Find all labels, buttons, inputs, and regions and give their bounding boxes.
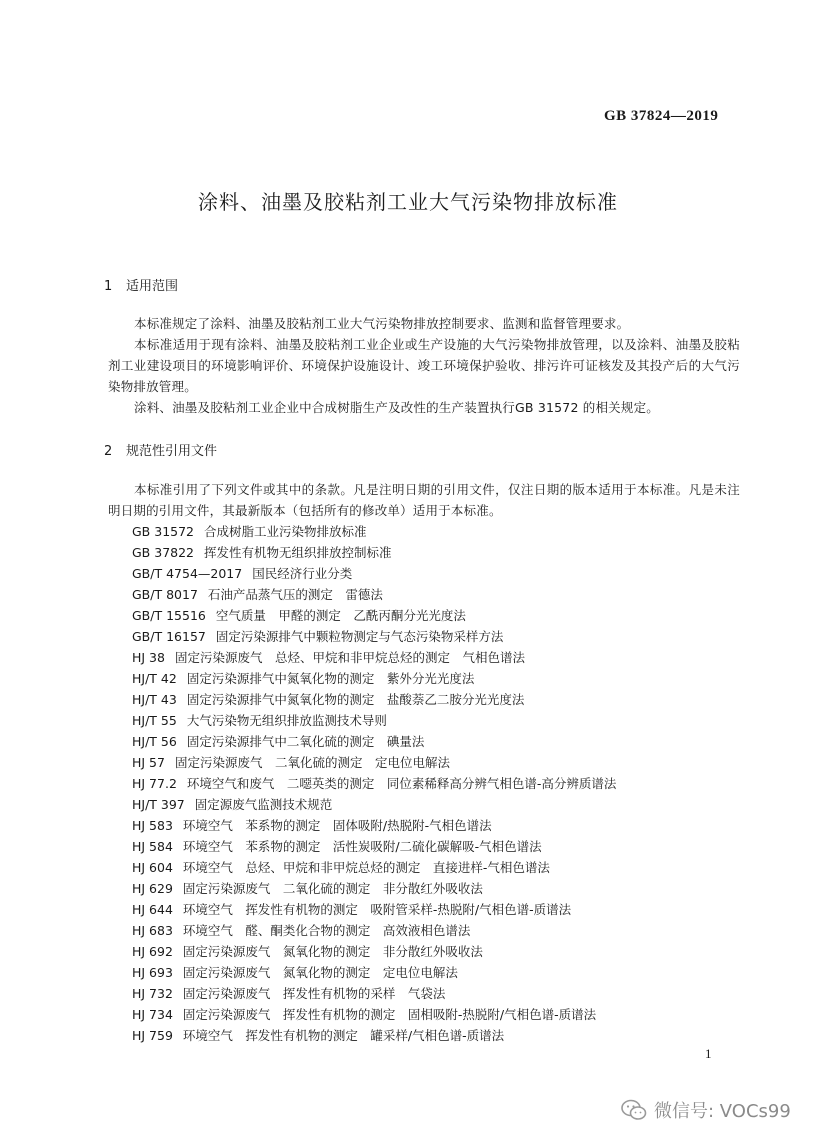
paragraph: 涂料、油墨及胶粘剂工业企业中合成树脂生产及改性的生产装置执行GB 31572 的相关规定。 <box>134 400 659 415</box>
reference-item <box>132 647 616 668</box>
reference-code: HJ/T 55 <box>132 713 177 728</box>
reference-code: HJ 692 <box>132 944 173 959</box>
reference-title: 石油产品蒸气压的测定 雷德法 <box>207 587 383 602</box>
reference-code: HJ 38 <box>132 650 165 665</box>
reference-title: 环境空气 总烃、甲烷和非甲烷总烃的测定 直接进样-气相色谱法 <box>182 860 550 875</box>
reference-item <box>132 563 616 584</box>
reference-item <box>132 857 616 878</box>
reference-item <box>132 521 616 542</box>
reference-title: 环境空气 苯系物的测定 固体吸附/热脱附-气相色谱法 <box>182 818 492 833</box>
reference-item <box>132 752 616 773</box>
reference-code: HJ 732 <box>132 986 173 1001</box>
reference-title: 固定污染源废气 二氧化硫的测定 非分散红外吸收法 <box>182 881 483 896</box>
reference-code: HJ 734 <box>132 1007 173 1022</box>
section-number: 1 <box>104 279 113 294</box>
reference-code: GB/T 4754—2017 <box>132 566 243 581</box>
reference-code: HJ 57 <box>132 755 165 770</box>
reference-item <box>132 815 616 836</box>
reference-title: 固定源废气监测技术规范 <box>194 797 333 812</box>
reference-title: 固定污染源废气 氮氧化物的测定 定电位电解法 <box>182 965 458 980</box>
reference-item <box>132 899 616 920</box>
reference-item <box>132 1004 616 1025</box>
reference-item <box>132 983 616 1004</box>
reference-title: 国民经济行业分类 <box>252 566 353 581</box>
reference-code: GB/T 8017 <box>132 587 198 602</box>
reference-code: GB/T 16157 <box>132 629 206 644</box>
paragraph: 本标准引用了下列文件或其中的条款。凡是注明日期的引用文件，仅注日期的版本适用于本标准。凡是未注明日期的引用文件，其最新版本（包括所有的修改单）适用于本标准。 <box>108 482 740 518</box>
reference-item <box>132 794 616 815</box>
reference-title: 空气质量 甲醛的测定 乙酰丙酮分光光度法 <box>215 608 466 623</box>
reference-title: 固定污染源排气中颗粒物测定与气态污染物采样方法 <box>215 629 504 644</box>
reference-item <box>132 605 616 626</box>
reference-title: 固定污染源排气中氮氧化物的测定 紫外分光光度法 <box>186 671 475 686</box>
reference-item <box>132 542 616 563</box>
reference-code: HJ 604 <box>132 860 173 875</box>
reference-item <box>132 584 616 605</box>
reference-title: 环境空气 挥发性有机物的测定 吸附管采样-热脱附/气相色谱-质谱法 <box>182 902 572 917</box>
reference-code: HJ 584 <box>132 839 173 854</box>
reference-code: HJ 583 <box>132 818 173 833</box>
reference-title: 固定污染源废气 总烃、甲烷和非甲烷总烃的测定 气相色谱法 <box>174 650 525 665</box>
reference-title: 固定污染源废气 氮氧化物的测定 非分散红外吸收法 <box>182 944 483 959</box>
reference-item <box>132 773 616 794</box>
reference-title: 环境空气 挥发性有机物的测定 罐采样/气相色谱-质谱法 <box>182 1028 505 1043</box>
reference-title: 固定污染源废气 二氧化硫的测定 定电位电解法 <box>174 755 450 770</box>
page-number: 1 <box>705 1046 712 1061</box>
reference-code: HJ/T 397 <box>132 797 185 812</box>
reference-item <box>132 710 616 731</box>
reference-title: 环境空气和废气 二噁英类的测定 同位素稀释高分辨气相色谱-高分辨质谱法 <box>186 776 617 791</box>
reference-title: 环境空气 醛、酮类化合物的测定 高效液相色谱法 <box>182 923 471 938</box>
watermark-text: 微信号: VOCs99 <box>654 1101 791 1122</box>
reference-code: GB 37822 <box>132 545 194 560</box>
reference-code: GB 31572 <box>132 524 194 539</box>
reference-item <box>132 731 616 752</box>
reference-title: 环境空气 苯系物的测定 活性炭吸附/二硫化碳解吸-气相色谱法 <box>182 839 542 854</box>
wechat-icon <box>620 1098 648 1122</box>
paragraph: 本标准规定了涂料、油墨及胶粘剂工业大气污染物排放控制要求、监测和监督管理要求。 <box>134 316 630 331</box>
section-title: 适用范围 <box>126 279 179 294</box>
reference-code: HJ 77.2 <box>132 776 177 791</box>
standard-number: GB 37824—2019 <box>604 108 719 124</box>
reference-code: HJ 629 <box>132 881 173 896</box>
reference-title: 固定污染源排气中氮氧化物的测定 盐酸萘乙二胺分光光度法 <box>186 692 525 707</box>
reference-code: GB/T 15516 <box>132 608 206 623</box>
reference-item <box>132 668 616 689</box>
reference-item <box>132 626 616 647</box>
reference-code: HJ/T 42 <box>132 671 177 686</box>
reference-title: 固定污染源排气中二氧化硫的测定 碘量法 <box>186 734 425 749</box>
reference-code: HJ/T 43 <box>132 692 177 707</box>
reference-title: 固定污染源废气 挥发性有机物的测定 固相吸附-热脱附/气相色谱-质谱法 <box>182 1007 597 1022</box>
reference-item <box>132 1025 616 1046</box>
reference-code: HJ 759 <box>132 1028 173 1043</box>
watermark <box>620 1095 791 1125</box>
document-title: 涂料、油墨及胶粘剂工业大气污染物排放标准 <box>198 190 618 214</box>
reference-title: 大气污染物无组织排放监测技术导则 <box>186 713 387 728</box>
paragraph: 本标准适用于现有涂料、油墨及胶粘剂工业企业或生产设施的大气污染物排放管理，以及涂料、油墨及胶粘剂工业建设项目的环境影响评价、环境保护设施设计、竣工环境保护验收、排污许可证核发及其投产后的大气污染物排放管理。 <box>108 337 740 394</box>
reference-item <box>132 878 616 899</box>
reference-item <box>132 962 616 983</box>
section-number: 2 <box>104 444 113 459</box>
reference-item <box>132 836 616 857</box>
reference-title: 合成树脂工业污染物排放标准 <box>204 524 367 539</box>
reference-item <box>132 941 616 962</box>
reference-code: HJ 644 <box>132 902 173 917</box>
reference-code: HJ/T 56 <box>132 734 177 749</box>
reference-code: HJ 683 <box>132 923 173 938</box>
reference-item <box>132 920 616 941</box>
reference-code: HJ 693 <box>132 965 173 980</box>
section-heading-normative-references <box>104 440 217 459</box>
section-heading-scope <box>104 275 178 294</box>
reference-title: 固定污染源废气 挥发性有机物的采样 气袋法 <box>182 986 446 1001</box>
reference-list <box>132 521 616 1046</box>
section-title: 规范性引用文件 <box>126 444 218 459</box>
reference-item <box>132 689 616 710</box>
reference-title: 挥发性有机物无组织排放控制标准 <box>204 545 392 560</box>
